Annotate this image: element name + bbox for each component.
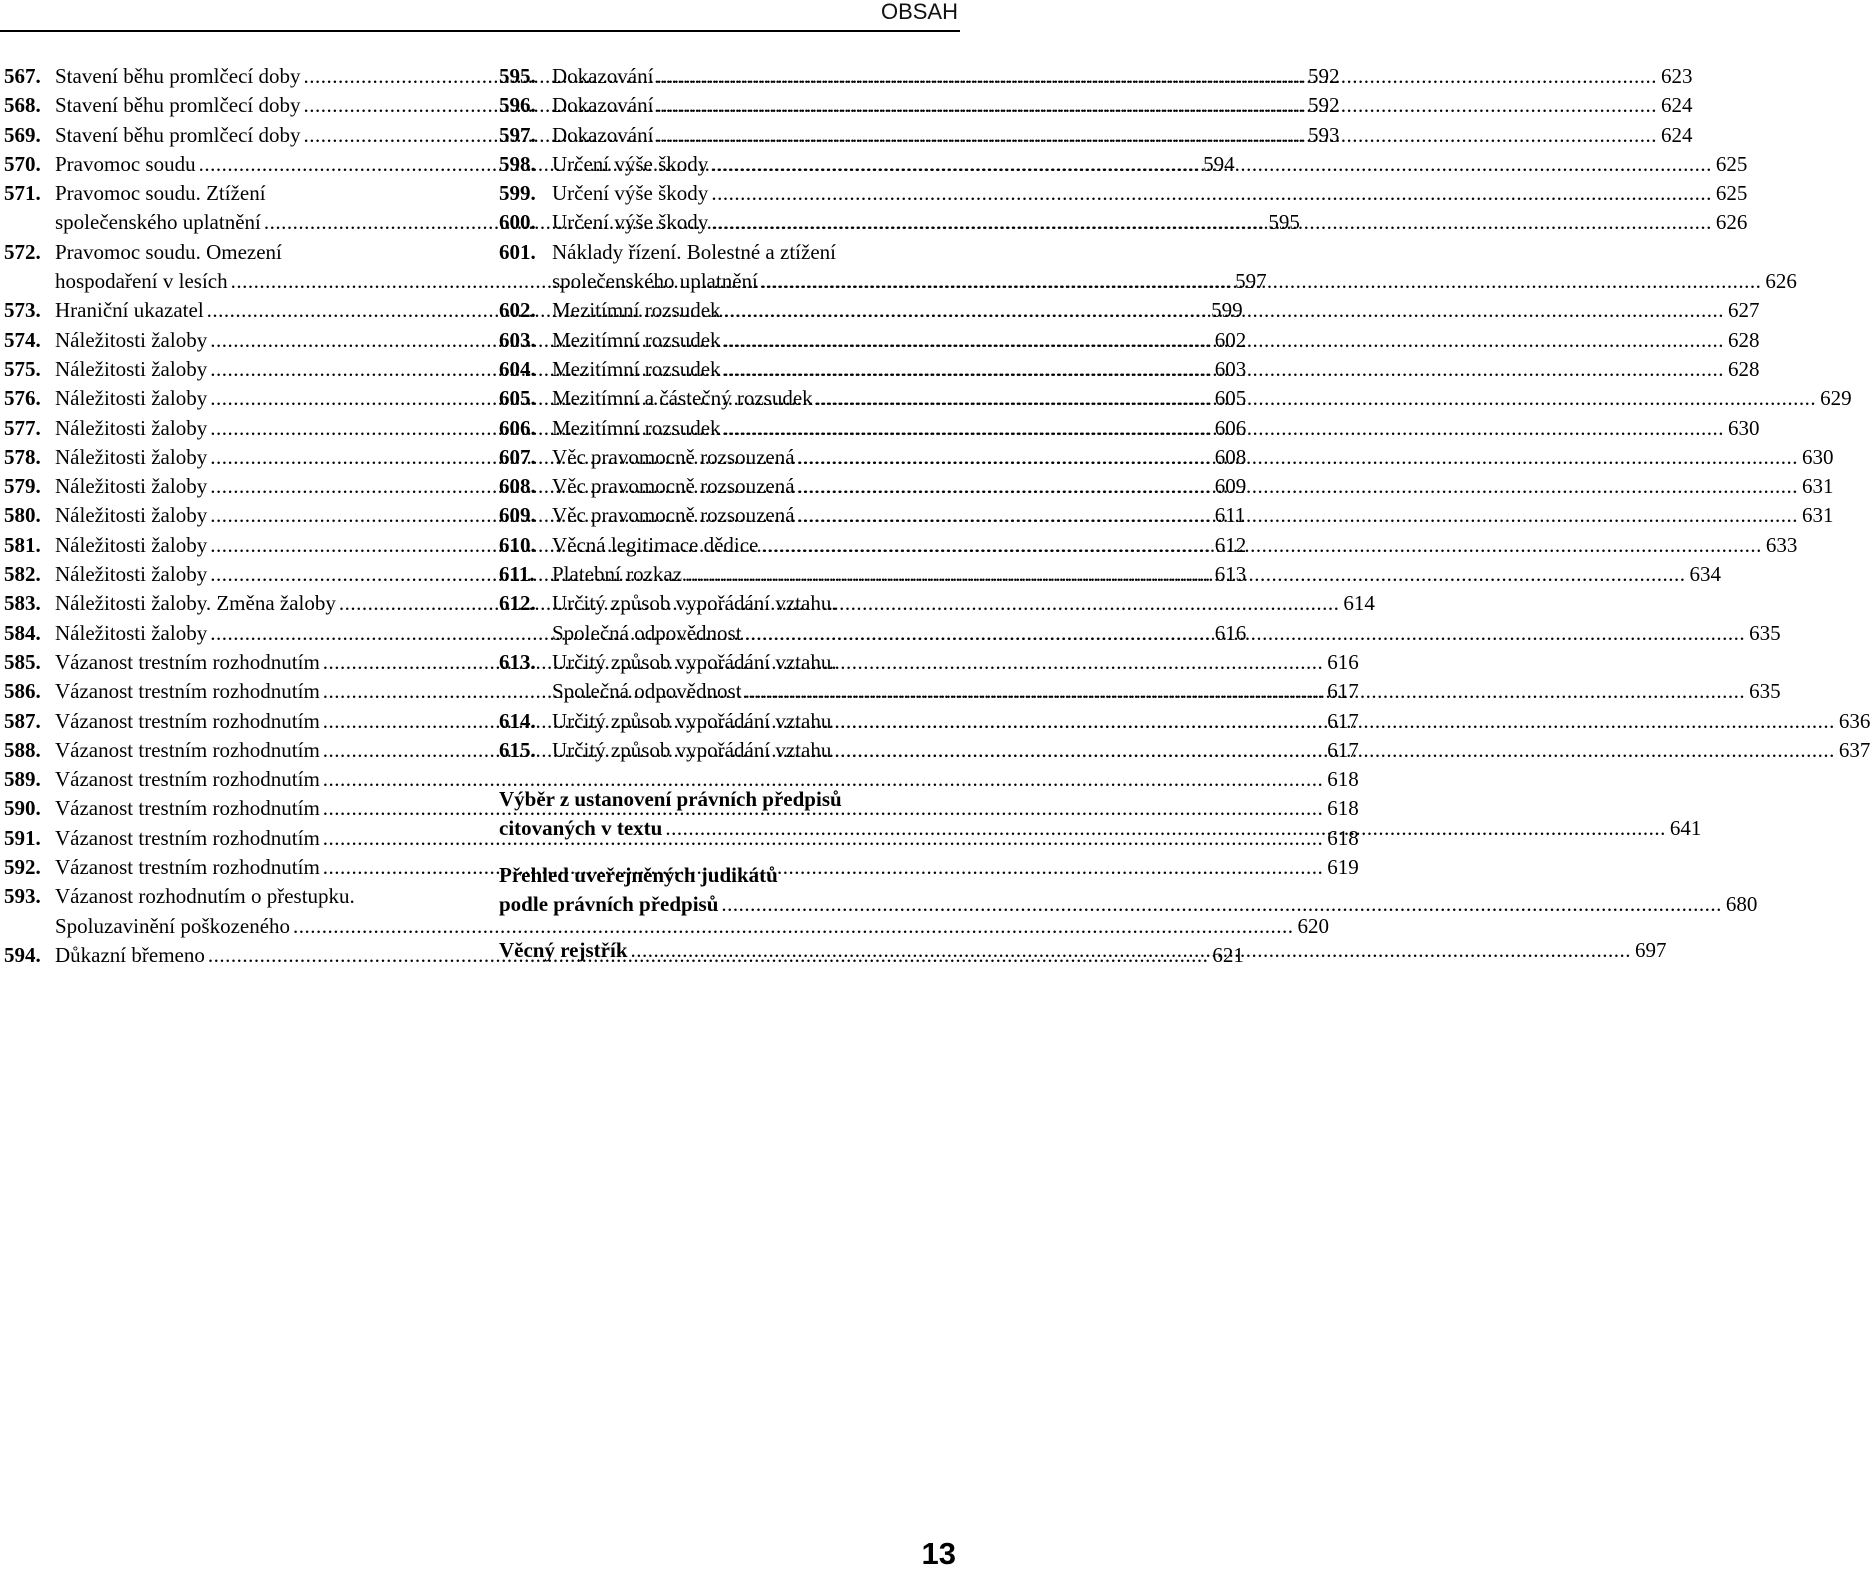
section-title: Výběr z ustanovení právních předpisů xyxy=(499,787,842,812)
entry-page: 629 xyxy=(1820,386,1852,411)
entry-title: Určitý způsob vypořádání vztahu xyxy=(552,708,832,733)
entry-number: 588. xyxy=(4,737,41,762)
entry-number: 586. xyxy=(4,679,41,704)
entry-number: 576. xyxy=(4,386,41,411)
section-page: 697 xyxy=(1635,938,1667,963)
section-title: citovaných v textu xyxy=(499,816,663,841)
entry-page: 605 xyxy=(1214,386,1247,411)
entry-title: Náležitosti žaloby xyxy=(55,474,208,499)
entry-title: Náležitosti žaloby xyxy=(55,356,208,381)
entry-page: 628 xyxy=(1728,327,1760,352)
toc-entry-line xyxy=(4,882,461,911)
entry-page: 592 xyxy=(1308,93,1340,118)
entry-number: 583. xyxy=(4,591,41,616)
entry-title: Náležitosti žaloby xyxy=(55,562,208,587)
dot-leader xyxy=(745,677,1746,706)
entry-title: Dokazování xyxy=(552,64,654,88)
entry-title: Náležitosti žaloby xyxy=(55,327,208,352)
dot-leader xyxy=(798,443,1799,472)
entry-number: 569. xyxy=(4,122,41,147)
entry-page: 603 xyxy=(1214,356,1247,381)
entry-page: 612 xyxy=(1214,532,1247,557)
entry-page: 624 xyxy=(1660,93,1693,118)
entry-page: 626 xyxy=(1765,269,1797,294)
entry-title: Určitý způsob vypořádání vztahu. xyxy=(552,649,837,674)
dot-leader xyxy=(665,814,1666,843)
entry-number: 577. xyxy=(4,415,41,440)
entry-number: 597. xyxy=(499,122,536,147)
entry-title: Platební rozkaz xyxy=(552,562,683,587)
dot-leader xyxy=(724,355,1725,384)
dot-leader xyxy=(834,736,1835,765)
entry-page: 593 xyxy=(1308,122,1340,147)
toc-entry xyxy=(499,414,1760,443)
entry-page: 637 xyxy=(1838,737,1870,762)
entry-number: 573. xyxy=(4,298,41,323)
entry-title: Věc pravomocně rozsouzená xyxy=(552,503,795,528)
entry-title: Náležitosti žaloby xyxy=(55,503,208,528)
entry-number: 589. xyxy=(4,767,41,792)
entry-number: 615. xyxy=(499,737,536,762)
entry-page: 627 xyxy=(1728,298,1760,323)
entry-number: 590. xyxy=(4,796,41,821)
entry-page: 611 xyxy=(1214,503,1246,528)
entry-title: Určení výše škody xyxy=(552,181,709,206)
entry-number: 608. xyxy=(499,474,536,499)
entry-number: 582. xyxy=(4,562,41,587)
entry-title: Vázanost rozhodnutím o přestupku. xyxy=(55,884,355,909)
entry-title: Vázanost trestním rozhodnutím xyxy=(55,796,320,821)
entry-page: 630 xyxy=(1728,415,1760,440)
toc-section-line xyxy=(499,861,957,890)
toc-entry-line xyxy=(499,648,957,677)
dot-leader xyxy=(798,501,1799,530)
toc-entry-line xyxy=(4,238,461,267)
entry-page: 634 xyxy=(1689,562,1722,587)
entry-number: 580. xyxy=(4,503,41,528)
toc-entry xyxy=(499,384,1852,413)
entry-number: 585. xyxy=(4,649,41,674)
entry-title: Stavení běhu promlčecí doby xyxy=(55,93,301,118)
entry-page: 599 xyxy=(1211,298,1243,323)
entry-page: 626 xyxy=(1715,210,1748,235)
entry-number: 591. xyxy=(4,825,41,850)
section-title: podle právních předpisů xyxy=(499,892,719,917)
dot-leader xyxy=(711,179,1712,208)
entry-page: 602 xyxy=(1214,327,1247,352)
entry-title: Dokazování xyxy=(552,93,654,118)
entry-number: 579. xyxy=(4,474,41,499)
entry-number: 601. xyxy=(499,239,536,264)
entry-title: společenského uplatnění xyxy=(552,269,758,294)
dot-leader xyxy=(761,531,1762,560)
entry-title: Mezitímní rozsudek xyxy=(552,415,721,440)
entry-page: 595 xyxy=(1268,210,1300,235)
entry-title: Mezitímní a částečný rozsudek xyxy=(552,386,813,411)
entry-title: Vázanost trestním rozhodnutím xyxy=(55,708,320,733)
entry-title: Určitý způsob vypořádání vztahu xyxy=(552,737,832,762)
entry-number: 572. xyxy=(4,239,41,264)
entry-title: společenského uplatnění xyxy=(55,210,261,235)
entry-number: 567. xyxy=(4,64,41,88)
entry-page: 594 xyxy=(1203,151,1235,176)
entry-title: Náležitosti žaloby xyxy=(55,415,208,440)
dot-leader xyxy=(656,62,1657,91)
entry-page: 606 xyxy=(1214,415,1247,440)
entry-number: 614. xyxy=(499,708,536,733)
entry-title: Věc pravomocně rozsouzená xyxy=(552,474,795,499)
section-page: 641 xyxy=(1669,816,1702,841)
entry-page: 616 xyxy=(1327,649,1359,674)
entry-title: Určitý způsob vypořádání vztahu. xyxy=(552,591,837,616)
entry-title: Náležitosti žaloby xyxy=(55,532,208,557)
entry-title: Spoluzavinění poškozeného xyxy=(55,913,291,938)
entry-number: 605. xyxy=(499,386,536,411)
entry-number: 570. xyxy=(4,151,41,176)
entry-number: 575. xyxy=(4,356,41,381)
header-title: OBSAH xyxy=(880,0,958,24)
dot-leader xyxy=(745,619,1746,648)
dot-leader xyxy=(711,150,1712,179)
section-page: 680 xyxy=(1725,892,1758,917)
toc-section-line xyxy=(499,890,1758,919)
dot-leader xyxy=(711,208,1712,237)
entry-number: 599. xyxy=(499,181,536,206)
entry-title: Hraniční ukazatel xyxy=(55,298,204,323)
entry-title: Věc pravomocně rozsouzená xyxy=(552,444,795,469)
dot-leader xyxy=(656,91,1657,120)
entry-title: Náklady řízení. Bolestné a ztížení xyxy=(552,239,836,264)
entry-number: 594. xyxy=(4,942,41,967)
entry-title: Vázanost trestním rozhodnutím xyxy=(55,825,320,850)
entry-page: 633 xyxy=(1765,532,1798,557)
toc-entry-line xyxy=(499,179,1748,208)
entry-page: 618 xyxy=(1327,825,1359,850)
entry-page: 628 xyxy=(1728,356,1760,381)
entry-title: Společná odpovědnost xyxy=(552,620,742,645)
entry-number: 581. xyxy=(4,532,41,557)
entry-title: Důkazní břemeno xyxy=(55,942,205,967)
entry-title: Náležitosti žaloby. Změna žaloby xyxy=(55,591,336,616)
entry-number: 578. xyxy=(4,444,41,469)
entry-page: 613 xyxy=(1214,562,1247,587)
entry-page: 625 xyxy=(1715,181,1748,206)
section-title: Věcný rejstřík xyxy=(499,938,628,963)
entry-number: 568. xyxy=(4,93,41,118)
entry-page: 618 xyxy=(1327,767,1359,792)
page-header xyxy=(0,0,960,31)
entry-title: Určení výše škody xyxy=(552,151,709,176)
entry-page: 614 xyxy=(1343,591,1375,616)
entry-title: Věcná legitimace dědice xyxy=(552,532,759,557)
entry-number: 611. xyxy=(499,562,535,587)
entry-title: Vázanost trestním rozhodnutím xyxy=(55,767,320,792)
entry-title: hospodaření v lesích xyxy=(55,269,228,294)
entry-page: 631 xyxy=(1802,503,1834,528)
dot-leader xyxy=(798,472,1799,501)
toc-entry-line xyxy=(499,384,1852,413)
toc-entry-line xyxy=(4,179,461,208)
entry-number: 571. xyxy=(4,181,41,206)
dot-leader xyxy=(724,414,1725,443)
entry-title: Stavení běhu promlčecí doby xyxy=(55,64,301,88)
toc-entry-line xyxy=(499,238,957,267)
dot-leader xyxy=(834,707,1835,736)
entry-title: Pravomoc soudu. Ztížení xyxy=(55,181,266,206)
entry-number: 595. xyxy=(499,64,536,88)
dot-leader xyxy=(721,890,1722,919)
entry-page: 618 xyxy=(1327,796,1359,821)
entry-page: 625 xyxy=(1715,151,1748,176)
entry-number: 574. xyxy=(4,327,41,352)
entry-page: 592 xyxy=(1308,64,1340,88)
entry-title: Stavení běhu promlčecí doby xyxy=(55,122,301,147)
toc-section-line xyxy=(499,785,957,814)
entry-title: Dokazování xyxy=(552,122,654,147)
toc-entry-line xyxy=(499,414,1760,443)
entry-title: Náležitosti žaloby xyxy=(55,620,208,645)
dot-leader xyxy=(685,560,1686,589)
entry-page: 631 xyxy=(1802,474,1834,499)
entry-page: 635 xyxy=(1749,679,1781,704)
entry-number: 609. xyxy=(499,503,536,528)
toc-entry xyxy=(4,765,1359,794)
entry-number: 587. xyxy=(4,708,41,733)
entry-page: 636 xyxy=(1838,708,1870,733)
entry-title: Náležitosti žaloby xyxy=(55,444,208,469)
section-title: Přehled uveřejněných judikátů xyxy=(499,862,778,887)
toc-entry-line xyxy=(4,912,1330,941)
entry-title: Mezitímní rozsudek xyxy=(552,298,721,323)
toc-entry xyxy=(499,179,1748,208)
entry-page: 623 xyxy=(1660,64,1693,88)
page-number: 13 xyxy=(921,1536,956,1571)
entry-page: 608 xyxy=(1214,444,1247,469)
entry-page: 597 xyxy=(1235,269,1267,294)
toc-entry-line xyxy=(4,765,1359,794)
entry-title: Vázanost trestním rozhodnutím xyxy=(55,649,320,674)
entry-number: 612. xyxy=(499,591,536,616)
entry-number: 592. xyxy=(4,855,41,880)
entry-title: Mezitímní rozsudek xyxy=(552,327,721,352)
entry-page: 616 xyxy=(1214,620,1247,645)
entry-number: 604. xyxy=(499,356,536,381)
entry-page: 630 xyxy=(1802,444,1834,469)
entry-page: 617 xyxy=(1327,708,1359,733)
entry-page: 617 xyxy=(1327,737,1359,762)
entry-title: Určení výše škody xyxy=(552,210,709,235)
entry-title: Společná odpovědnost xyxy=(552,679,742,704)
entry-number: 602. xyxy=(499,298,536,323)
entry-number: 596. xyxy=(499,93,536,118)
dot-leader xyxy=(656,121,1657,150)
toc-entry-line xyxy=(499,589,957,618)
entry-number: 603. xyxy=(499,327,536,352)
entry-page: 621 xyxy=(1212,942,1244,967)
entry-page: 617 xyxy=(1327,679,1359,704)
entry-number: 610. xyxy=(499,532,536,557)
entry-number: 598. xyxy=(499,151,536,176)
dot-leader xyxy=(724,326,1725,355)
entry-page: 619 xyxy=(1327,855,1359,880)
dot-leader xyxy=(631,936,1632,965)
entry-number: 584. xyxy=(4,620,41,645)
entry-number: 606. xyxy=(499,415,536,440)
entry-number: 593. xyxy=(4,884,41,909)
entry-number: 607. xyxy=(499,444,536,469)
dot-leader xyxy=(724,296,1725,325)
entry-title: Vázanost trestním rozhodnutím xyxy=(55,679,320,704)
entry-title: Pravomoc soudu xyxy=(55,151,196,176)
entry-page: 620 xyxy=(1297,913,1330,938)
entry-title: Náležitosti žaloby xyxy=(55,386,208,411)
entry-page: 609 xyxy=(1214,474,1247,499)
entry-page: 635 xyxy=(1749,620,1781,645)
entry-title: Mezitímní rozsudek xyxy=(552,356,721,381)
header-rule xyxy=(0,30,960,32)
dot-leader xyxy=(761,267,1762,296)
entry-title: Vázanost trestním rozhodnutím xyxy=(55,855,320,880)
entry-number: 613. xyxy=(499,649,536,674)
entry-number: 600. xyxy=(499,210,536,235)
entry-title: Vázanost trestním rozhodnutím xyxy=(55,737,320,762)
dot-leader xyxy=(816,384,1817,413)
entry-title: Pravomoc soudu. Omezení xyxy=(55,239,282,264)
entry-page: 624 xyxy=(1660,122,1693,147)
